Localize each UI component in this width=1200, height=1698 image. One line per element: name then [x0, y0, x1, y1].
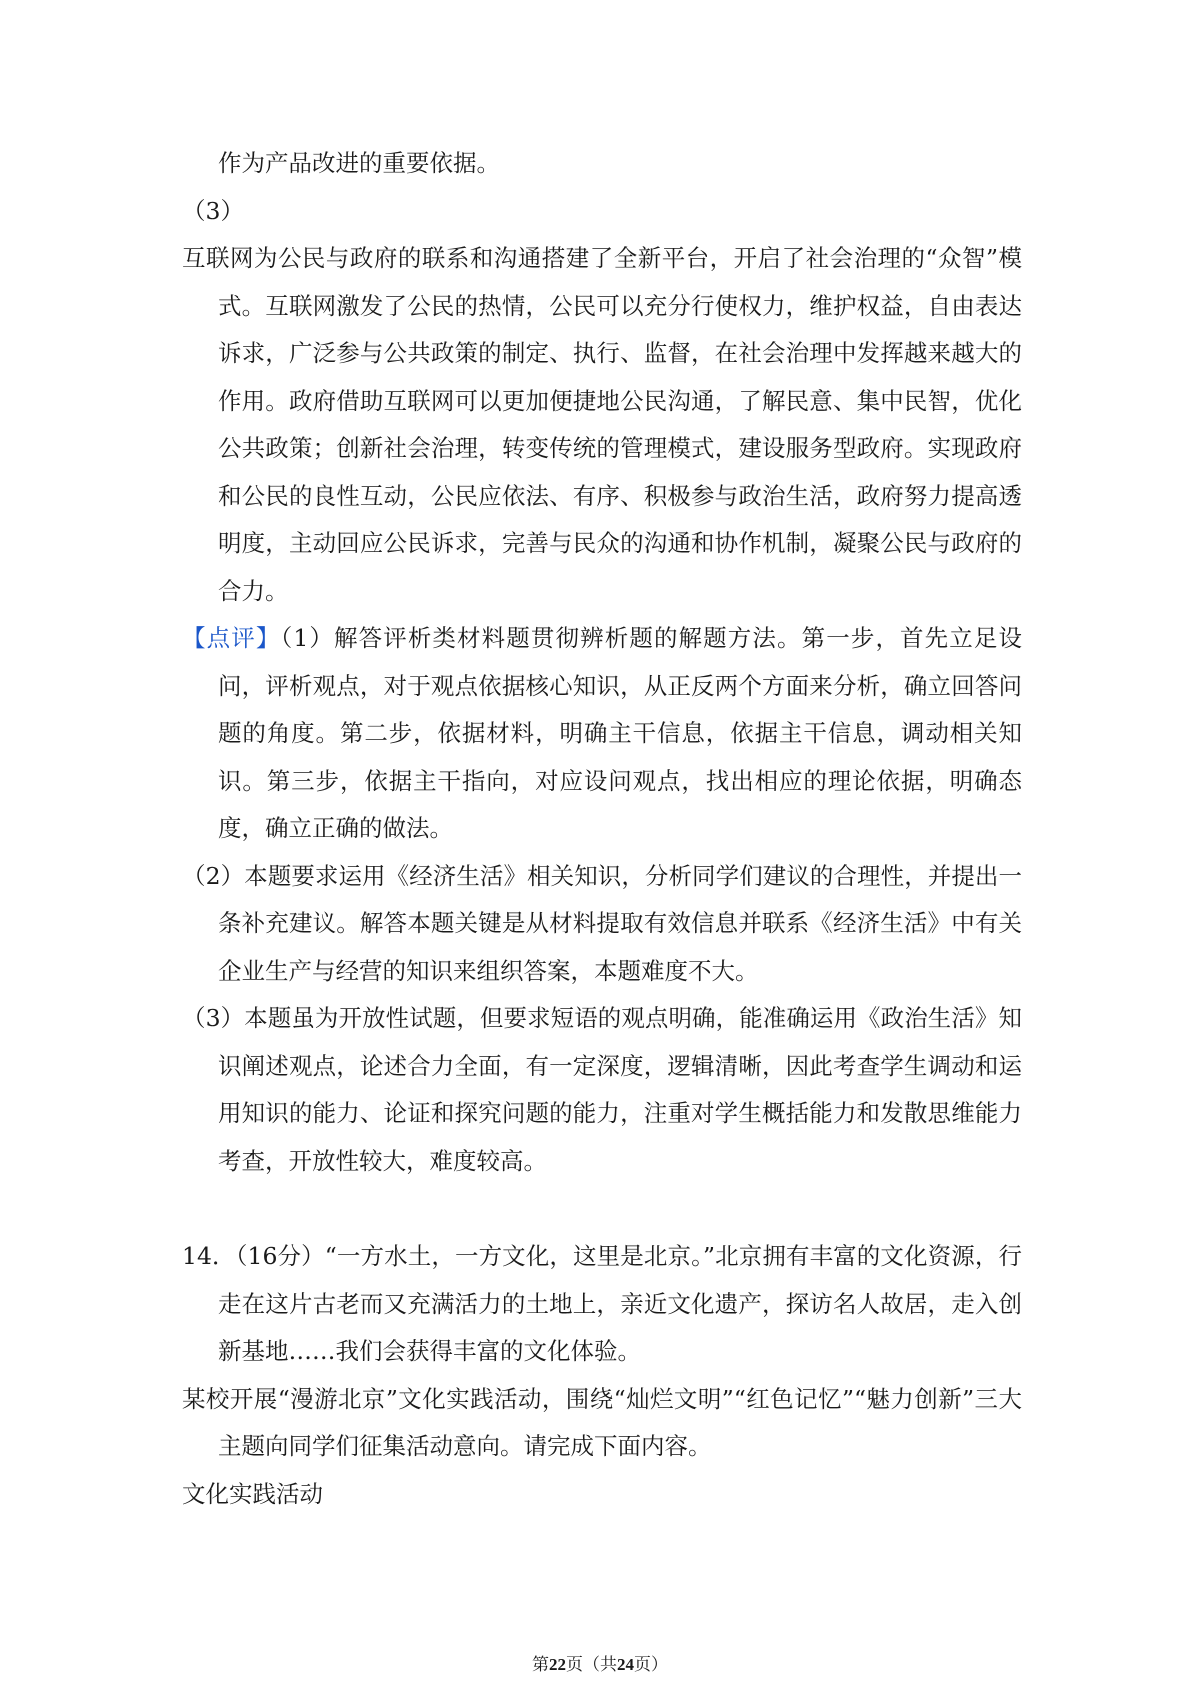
document-body [182, 140, 1022, 1518]
footer-page-number: 22 [549, 1655, 566, 1674]
review-part-3: （3）本题虽为开放性试题，但要求短语的观点明确，能准确运用《政治生活》知识阐述观点，论述合力全面，有一定深度，逻辑清晰，因此考查学生调动和运用知识的能力、论证和探究问题的能力，注重对学生概括能力和发散思维能力考查，开放性较大，难度较高。 [182, 1004, 1022, 1175]
question-14-context: 某校开展“漫游北京”文化实践活动，围绕“灿烂文明”“红色记忆”“魅力创新”三大主题向同学们征集活动意向。请完成下面内容。 [182, 1384, 1022, 1460]
footer-suffix: 页） [634, 1655, 668, 1675]
question-14: 14．（16分）“一方水土，一方文化，这里是北京。”北京拥有丰富的文化资源，行走在这片古老而又充满活力的土地上，亲近文化遗产，探访名人故居，走入创新基地……我们会获得丰富的文化体验。 [182, 1242, 1022, 1365]
footer-mid: 页（共 [566, 1655, 617, 1675]
answer-part-3-label: （3） [182, 196, 244, 225]
review-part-1-text: （1）解答评析类材料题贯彻辨析题的解题方法。第一步，首先立足设问，评析观点，对于观点依据核心知识，从正反两个方面来分析，确立回答问题的角度。第二步，依据材料，明确主干信息，依据主干信息，调动相关知识。第三步，依据主干指向，对应设问观点，找出相应的理论依据，明确态度，确立正确的做法。 [218, 624, 1023, 842]
answer-part-3-text: 互联网为公民与政府的联系和沟通搭建了全新平台，开启了社会治理的“众智”模式。互联网激发了公民的热情，公民可以充分行使权力，维护权益，自由表达诉求，广泛参与公共政策的制定、执行、监督，在社会治理中发挥越来越大的作用。政府借助互联网可以更加便捷地公民沟通，了解民意、集中民智，优化公共政策；创新社会治理，转变传统的管理模式，建设服务型政府。实现政府和公民的良性互动，公民应依法、有序、积极参与政治生活，政府努力提高透明度，主动回应公民诉求，完善与民众的沟通和协作机制，凝聚公民与政府的合力。 [182, 244, 1022, 605]
review-part-2: （2）本题要求运用《经济生活》相关知识，分析同学们建议的合理性，并提出一条补充建议。解答本题关键是从材料提取有效信息并联系《经济生活》中有关企业生产与经营的知识来组织答案，本题难度不大。 [182, 861, 1022, 985]
page-footer [0, 1650, 1200, 1675]
footer-total-pages: 24 [617, 1655, 634, 1674]
footer-prefix: 第 [532, 1655, 549, 1675]
review-label: 【点评】 [182, 624, 281, 652]
question-14-table-title: 文化实践活动 [182, 1479, 323, 1508]
review-part-1 [182, 615, 1022, 853]
section-gap [182, 1185, 1022, 1233]
answer-text-continuation: 作为产品改进的重要依据。 [218, 149, 500, 177]
